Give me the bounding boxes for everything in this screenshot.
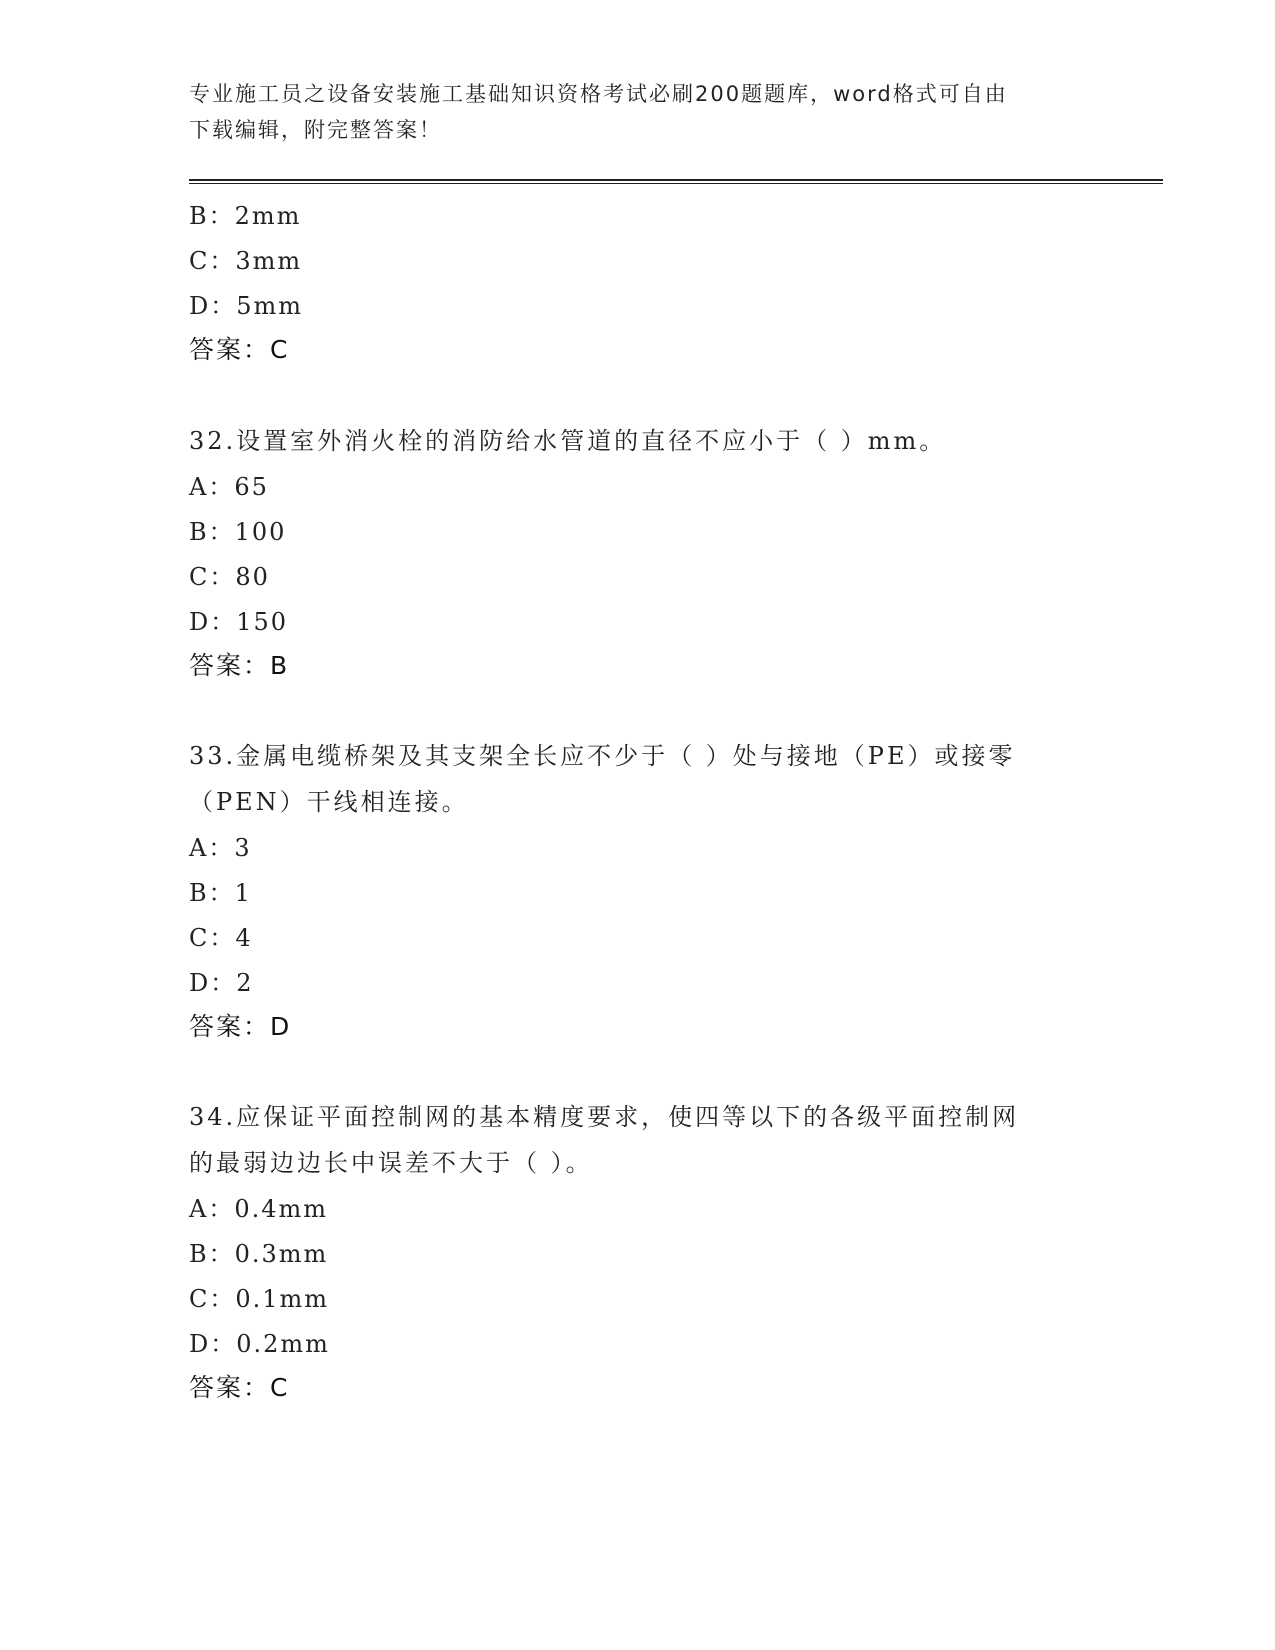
q32-answer: 答案：B (189, 651, 290, 680)
q33-option-d: D：2 (189, 969, 254, 997)
q33-question-line-2: （PEN）干线相连接。 (189, 788, 469, 816)
q31-option-b: B：2mm (189, 202, 302, 230)
q32-question: 32.设置室外消火栓的消防给水管道的直径不应小于（ ）mm。 (189, 427, 947, 455)
q32-option-c: C：80 (189, 563, 270, 591)
header-line-2: 下载编辑，附完整答案！ (189, 118, 442, 142)
header-rule-top (189, 179, 1163, 181)
q33-answer: 答案：D (189, 1012, 292, 1041)
q34-option-c: C：0.1mm (189, 1285, 330, 1313)
q33-option-b: B：1 (189, 879, 252, 907)
q32-option-d: D：150 (189, 608, 289, 636)
q34-option-a: A：0.4mm (189, 1195, 329, 1223)
q34-option-b: B：0.3mm (189, 1240, 329, 1268)
q31-option-d: D：5mm (189, 292, 304, 320)
q32-option-a: A：65 (189, 473, 269, 501)
q34-answer: 答案：C (189, 1373, 290, 1402)
q34-option-d: D：0.2mm (189, 1330, 330, 1358)
q31-option-c: C：3mm (189, 247, 303, 275)
q34-question-line-1: 34.应保证平面控制网的基本精度要求，使四等以下的各级平面控制网 (189, 1103, 1020, 1131)
q33-question-line-1: 33.金属电缆桥架及其支架全长应不少于（ ）处与接地（PE）或接零 (189, 742, 1016, 770)
q32-option-b: B：100 (189, 518, 287, 546)
q33-option-a: A：3 (189, 834, 252, 862)
q33-option-c: C：4 (189, 924, 253, 952)
document-header (189, 76, 1089, 148)
q31-answer: 答案：C (189, 335, 290, 364)
q34-question-line-2: 的最弱边边长中误差不大于（ ）。 (189, 1149, 593, 1177)
header-line-1: 专业施工员之设备安装施工基础知识资格考试必刷200题题库，word格式可自由 (189, 82, 1008, 106)
header-rule-bottom (189, 183, 1163, 184)
